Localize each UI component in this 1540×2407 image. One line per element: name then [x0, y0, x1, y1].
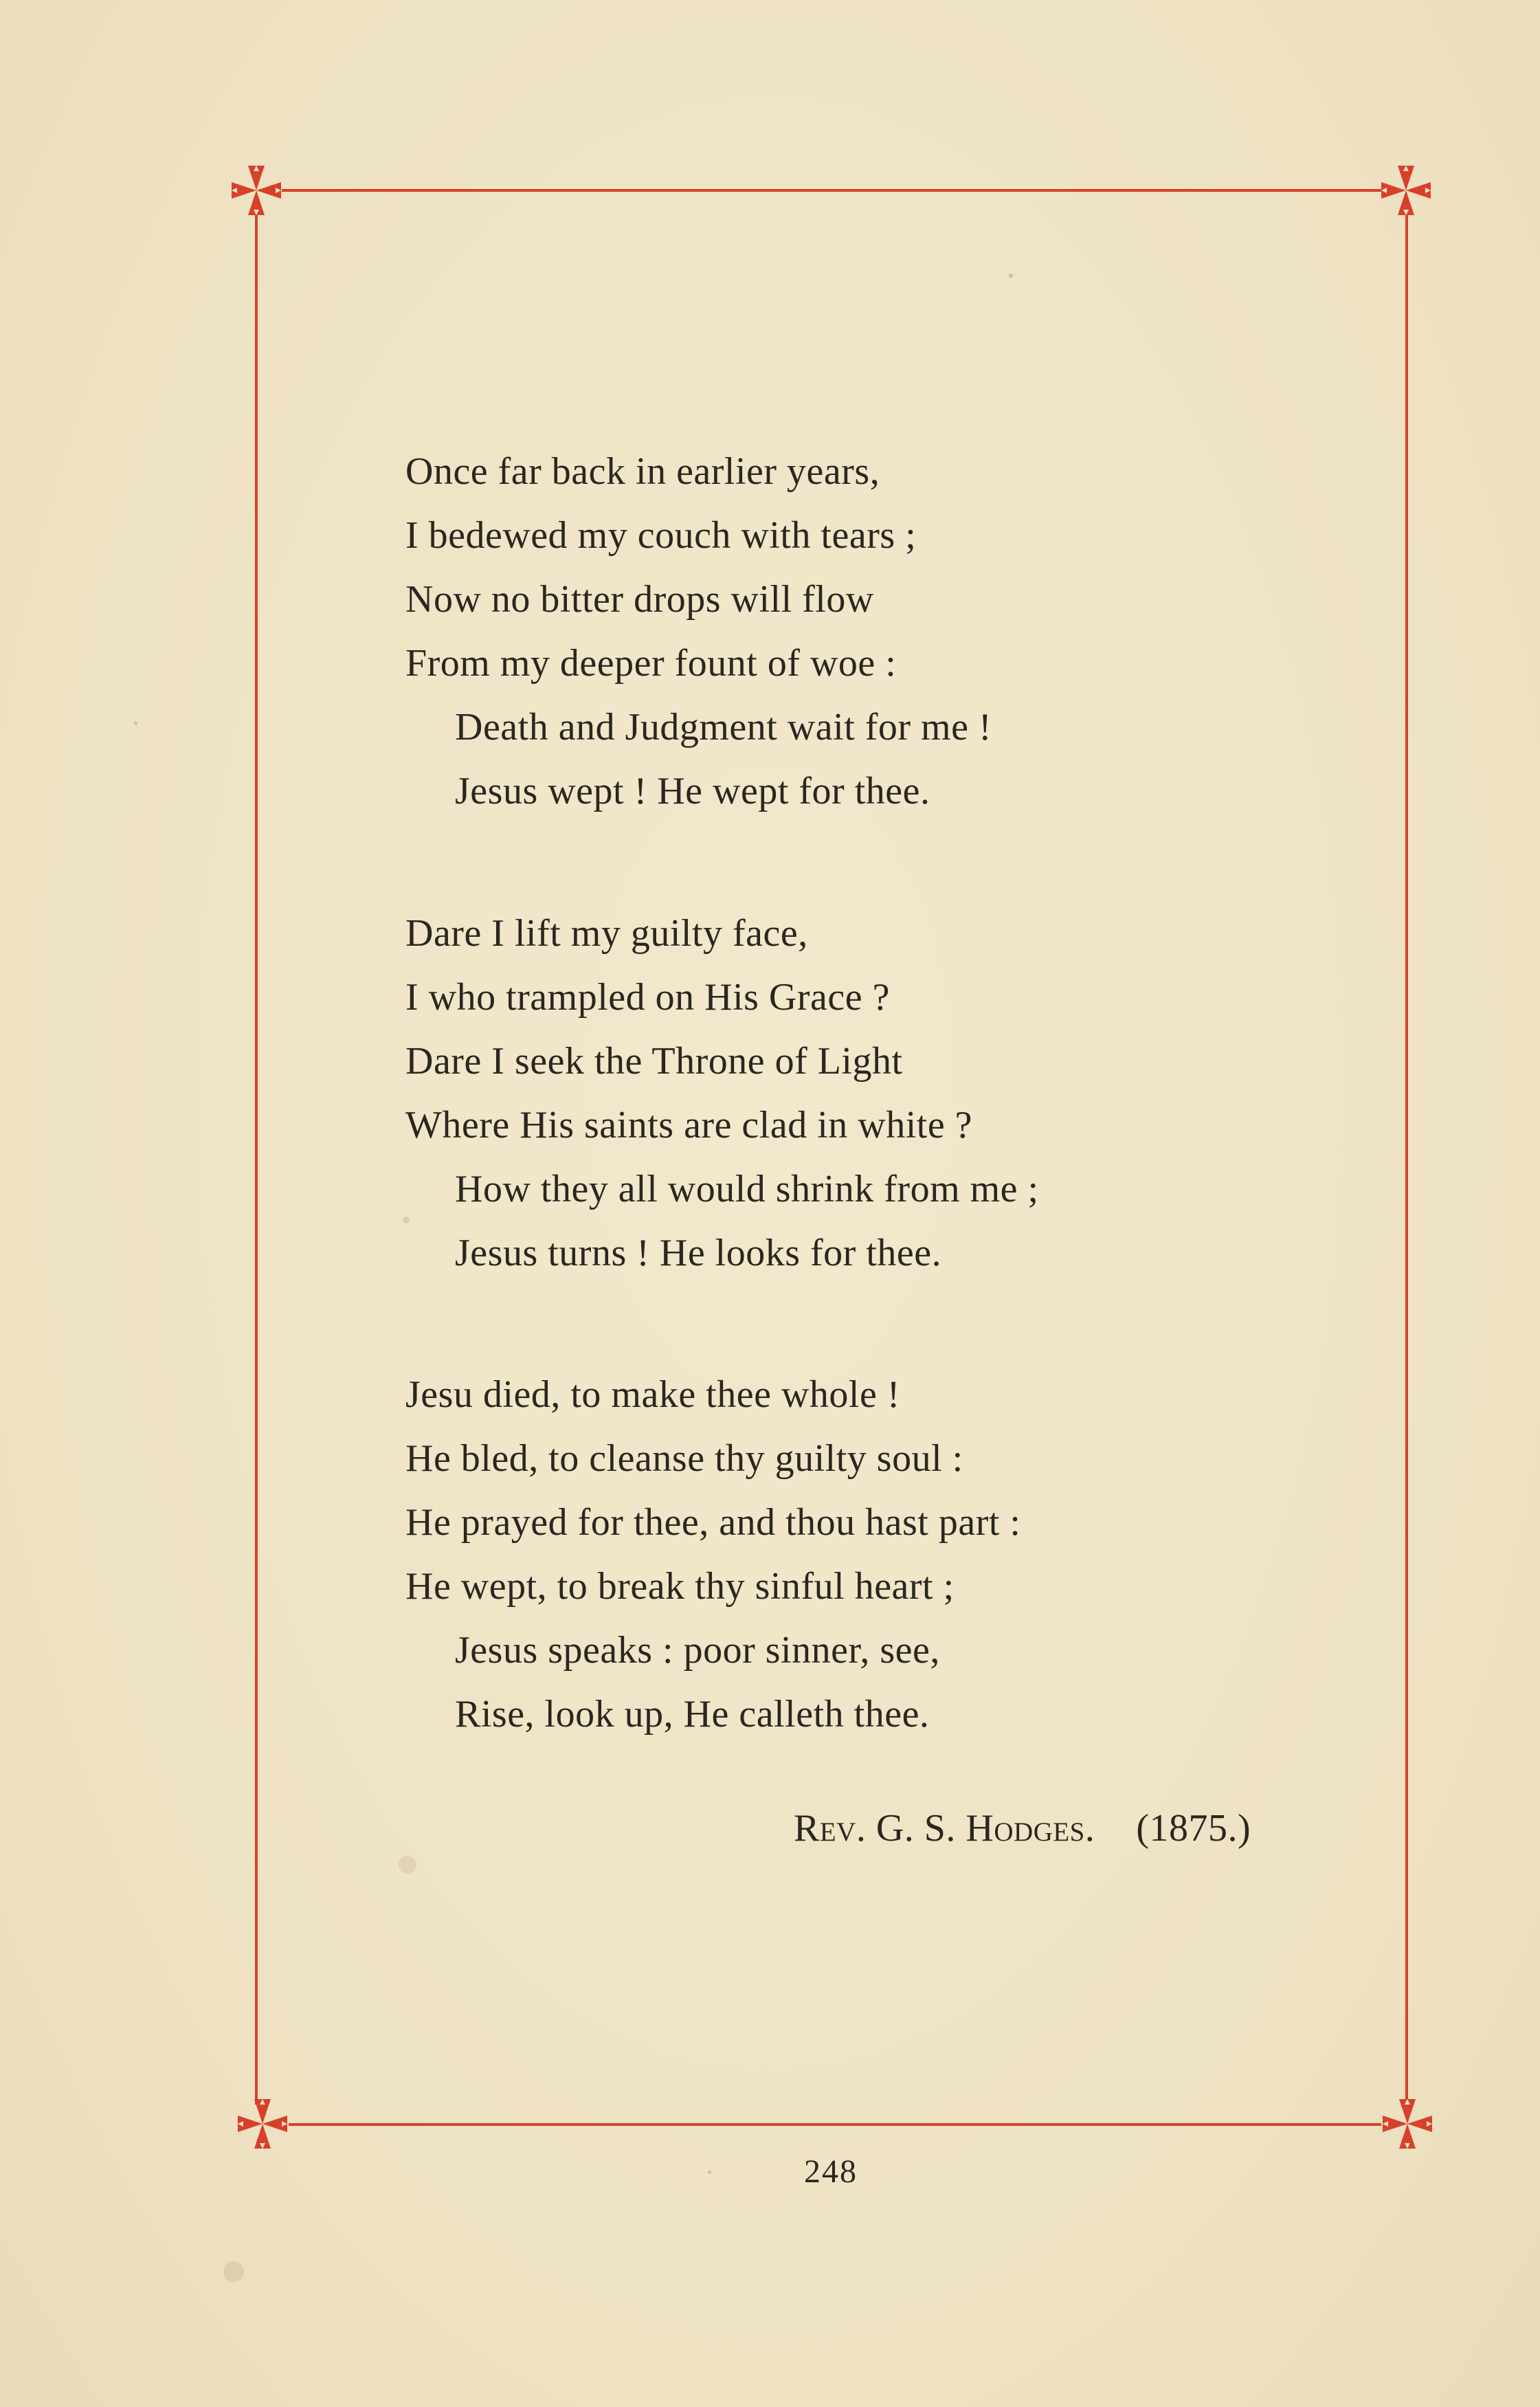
- attribution-year: (1875.): [1136, 1807, 1251, 1850]
- poem-line: I who trampled on His Grace ?: [405, 976, 890, 1019]
- border-left-rule: [255, 206, 258, 2105]
- maltese-cross-icon: [1379, 2095, 1436, 2153]
- border-right-rule: [1405, 206, 1408, 2105]
- poem-line: Now no bitter drops will flow: [405, 578, 874, 621]
- poem-line-indented: Rise, look up, He calleth thee.: [455, 1693, 930, 1735]
- maltese-cross-icon: [227, 162, 285, 219]
- poem-line: I bedewed my couch with tears ;: [405, 514, 917, 557]
- maltese-cross-icon: [234, 2095, 291, 2153]
- maltese-cross-icon: [1377, 162, 1435, 219]
- poem-stanza-3: [405, 1363, 1299, 1746]
- page-number: 248: [804, 2153, 858, 2190]
- poem-line: Dare I seek the Throne of Light: [405, 1040, 903, 1083]
- paper-speck: [708, 2171, 711, 2174]
- poem-line: He bled, to cleanse thy guilty soul :: [405, 1437, 963, 1480]
- poem-attribution: [794, 1801, 1251, 1856]
- paper-speck: [399, 1856, 416, 1874]
- border-top-rule: [282, 189, 1381, 192]
- poem-line: Dare I lift my guilty face,: [405, 912, 808, 955]
- poem-stanza-2: [405, 902, 1299, 1285]
- poem-line-indented: Death and Judgment wait for me !: [455, 706, 992, 748]
- poem-line-indented: Jesus speaks : poor sinner, see,: [455, 1629, 940, 1672]
- border-bottom-rule: [289, 2123, 1381, 2126]
- poem-line: He prayed for thee, and thou hast part :: [405, 1501, 1021, 1544]
- poem-line: Jesu died, to make thee whole !: [405, 1373, 900, 1416]
- paper-speck: [134, 722, 137, 725]
- paper-speck: [403, 1217, 410, 1223]
- paper-speck: [1009, 274, 1013, 278]
- poem-stanza-1: [405, 440, 1299, 823]
- poem-line: Once far back in earlier years,: [405, 450, 880, 493]
- attribution-author: Rev. G. S. Hodges.: [794, 1807, 1095, 1850]
- poem-line: He wept, to break thy sinful heart ;: [405, 1565, 955, 1608]
- poem-line: From my deeper fount of woe :: [405, 642, 897, 685]
- poem-line-indented: Jesus turns ! He looks for thee.: [455, 1232, 942, 1274]
- poem-line-indented: How they all would shrink from me ;: [455, 1168, 1039, 1210]
- poem-line-indented: Jesus wept ! He wept for thee.: [455, 770, 930, 812]
- paper-speck: [223, 2261, 244, 2282]
- poem-line: Where His saints are clad in white ?: [405, 1104, 973, 1146]
